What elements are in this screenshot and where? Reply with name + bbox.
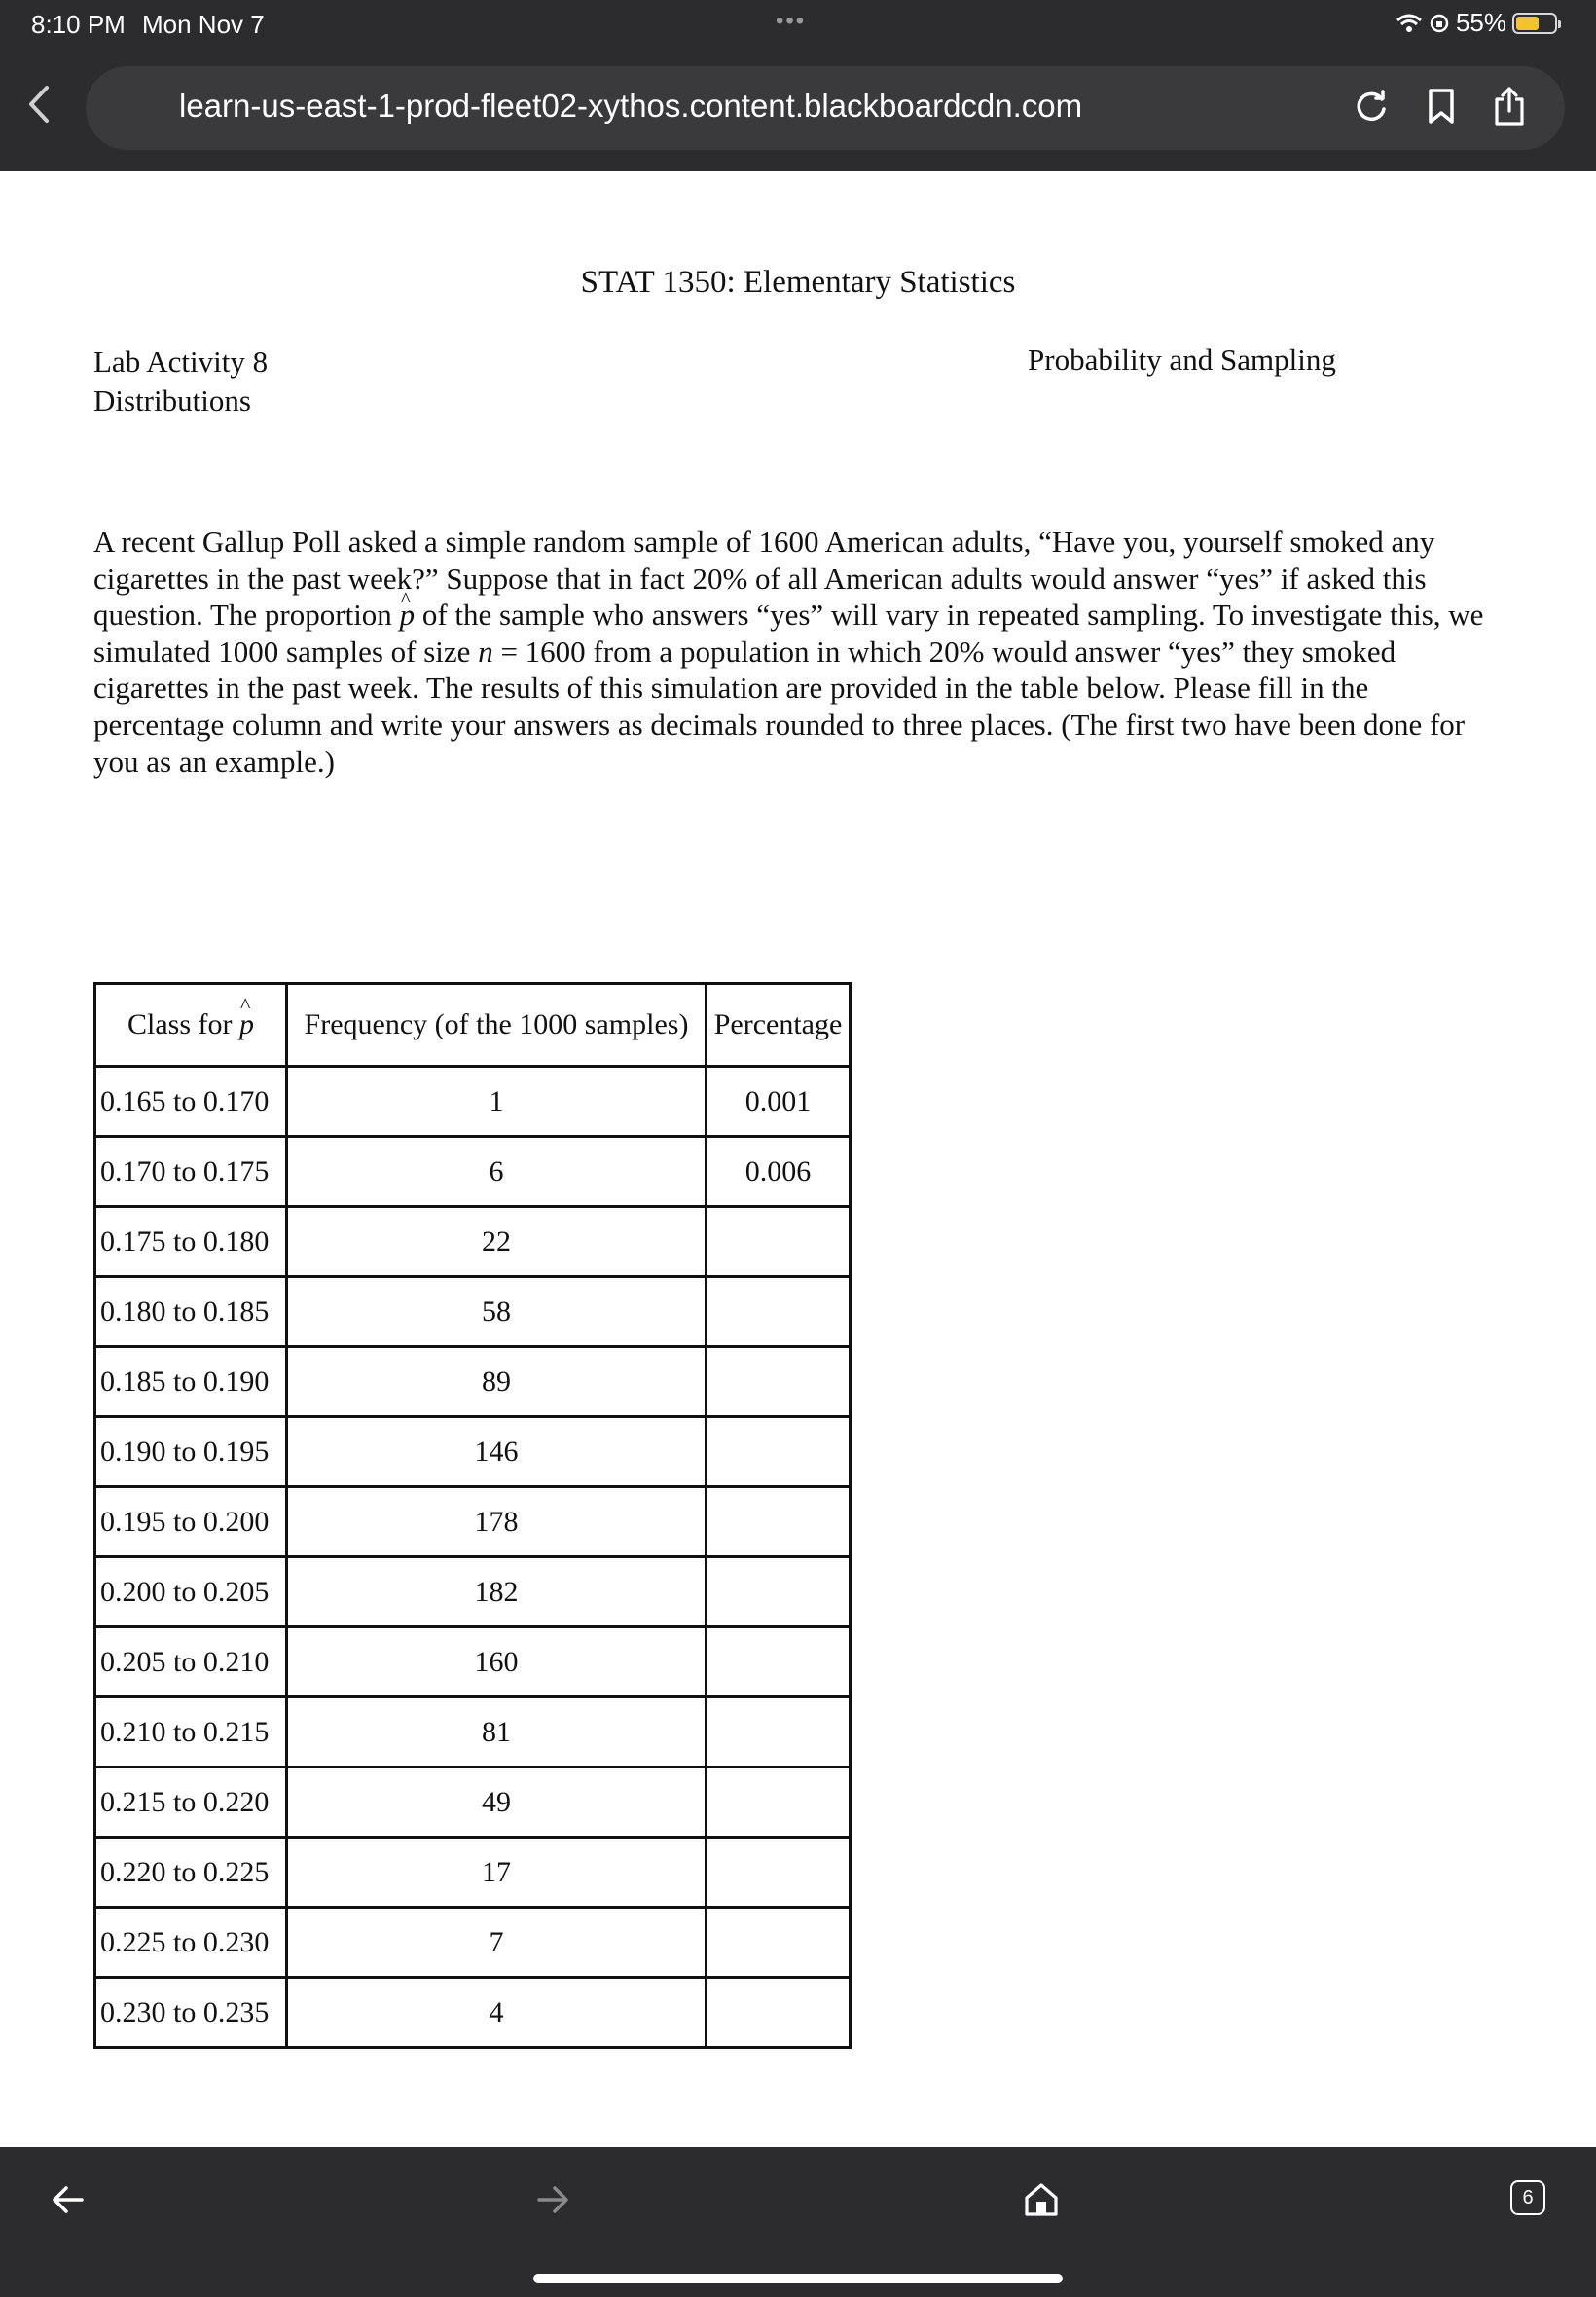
- pdf-document: [0, 171, 1596, 2147]
- reload-icon[interactable]: [1353, 88, 1390, 125]
- p-hat-symbol: ^ p: [400, 597, 416, 634]
- percentage-cell[interactable]: [707, 1978, 851, 2048]
- percentage-cell[interactable]: [707, 1627, 851, 1697]
- frequency-cell: 89: [287, 1347, 707, 1417]
- table-row: [95, 1207, 851, 1277]
- home-icon[interactable]: [1022, 2180, 1061, 2219]
- percentage-cell[interactable]: [707, 1347, 851, 1417]
- class-cell: 0.215 to 0.220: [95, 1768, 287, 1838]
- table-header-row: [95, 984, 851, 1067]
- class-cell: 0.200 to 0.205: [95, 1557, 287, 1627]
- lab-topic: Probability and Sampling: [1028, 343, 1336, 377]
- table-row: [95, 1627, 851, 1697]
- class-cell: 0.220 to 0.225: [95, 1838, 287, 1908]
- table-row: [95, 1067, 851, 1137]
- table-row: [95, 1137, 851, 1207]
- percentage-cell[interactable]: 0.006: [707, 1137, 851, 1207]
- table-row: [95, 1768, 851, 1838]
- frequency-cell: 81: [287, 1697, 707, 1768]
- status-time: 8:10 PM: [31, 10, 126, 39]
- table-row: [95, 1838, 851, 1908]
- paragraph-part-1: A recent Gallup Poll asked a simple random sample of 1600 American adults, “Have you, yourself smoked any cigarettes in the past week?” Suppose that in fact 20% of all American adults would answer “yes” if asked this question. The proportion: [93, 525, 1435, 633]
- address-bar-actions: [1353, 86, 1526, 127]
- class-cell: 0.185 to 0.190: [95, 1347, 287, 1417]
- table-row: [95, 1347, 851, 1417]
- frequency-cell: 4: [287, 1978, 707, 2048]
- percentage-cell[interactable]: [707, 1908, 851, 1978]
- percentage-cell[interactable]: [707, 1768, 851, 1838]
- percentage-cell[interactable]: [707, 1487, 851, 1557]
- browser-top-chrome: [0, 0, 1596, 171]
- lab-activity-label: Lab Activity 8: [93, 345, 269, 379]
- class-cell: 0.195 to 0.200: [95, 1487, 287, 1557]
- table-row: [95, 1908, 851, 1978]
- paragraph-part-2: of the sample who answers “yes” will vary in repeated sampling. To investigate this, we simulated 1000 samples of size: [93, 598, 1484, 669]
- frequency-cell: 58: [287, 1277, 707, 1347]
- orientation-lock-icon: [1429, 13, 1450, 34]
- class-cell: 0.165 to 0.170: [95, 1067, 287, 1137]
- frequency-cell: 7: [287, 1908, 707, 1978]
- frequency-cell: 49: [287, 1768, 707, 1838]
- home-indicator[interactable]: [533, 2274, 1063, 2283]
- class-cell: 0.230 to 0.235: [95, 1978, 287, 2048]
- frequency-cell: 160: [287, 1627, 707, 1697]
- class-cell: 0.190 to 0.195: [95, 1417, 287, 1487]
- percentage-cell[interactable]: [707, 1277, 851, 1347]
- table-row: [95, 1978, 851, 2048]
- class-cell: 0.170 to 0.175: [95, 1137, 287, 1207]
- header-frequency: Frequency (of the 1000 samples): [287, 984, 707, 1067]
- lab-header: [93, 343, 268, 420]
- course-title: STAT 1350: Elementary Statistics: [580, 265, 1016, 300]
- percentage-cell[interactable]: [707, 1207, 851, 1277]
- status-right: [1396, 8, 1557, 38]
- percentage-cell[interactable]: [707, 1697, 851, 1768]
- class-cell: 0.180 to 0.185: [95, 1277, 287, 1347]
- n-variable: n: [478, 634, 493, 669]
- percentage-cell[interactable]: [707, 1557, 851, 1627]
- percentage-cell[interactable]: [707, 1417, 851, 1487]
- header-percentage: Percentage: [707, 984, 851, 1067]
- bookmark-icon[interactable]: [1427, 88, 1456, 125]
- tabs-button[interactable]: 6: [1510, 2180, 1545, 2215]
- table-row: [95, 1487, 851, 1557]
- table-row: [95, 1697, 851, 1768]
- frequency-cell: 17: [287, 1838, 707, 1908]
- table-row: [95, 1557, 851, 1627]
- class-cell: 0.210 to 0.215: [95, 1697, 287, 1768]
- class-cell: 0.175 to 0.180: [95, 1207, 287, 1277]
- battery-icon: [1512, 13, 1557, 34]
- class-cell: 0.225 to 0.230: [95, 1908, 287, 1978]
- header-p-hat-symbol: ^ p: [239, 1008, 254, 1041]
- back-chevron-icon[interactable]: [23, 82, 53, 127]
- frequency-cell: 22: [287, 1207, 707, 1277]
- frequency-cell: 146: [287, 1417, 707, 1487]
- browser-bottom-toolbar: [0, 2147, 1596, 2297]
- lab-subtitle: Distributions: [93, 383, 251, 418]
- multitask-dots[interactable]: •••: [776, 8, 807, 34]
- address-bar[interactable]: [86, 66, 1565, 150]
- header-class: Class for ^ p: [95, 984, 287, 1067]
- percentage-cell[interactable]: [707, 1838, 851, 1908]
- frequency-cell: 178: [287, 1487, 707, 1557]
- frequency-cell: 182: [287, 1557, 707, 1627]
- simulation-table: [93, 982, 852, 2049]
- share-icon[interactable]: [1493, 86, 1526, 127]
- problem-paragraph: [93, 524, 1497, 780]
- status-bar: [0, 6, 1596, 45]
- paragraph-part-3: = 1600 from a population in which 20% would answer “yes” they smoked cigarettes in the past week. The results of this simulation are provided in the table below. Please fill in the percentage column and write your answers as decimals rounded to three places. (The first two have been done for you as an example.): [93, 634, 1466, 779]
- frequency-cell: 1: [287, 1067, 707, 1137]
- frequency-cell: 6: [287, 1137, 707, 1207]
- status-date: Mon Nov 7: [142, 10, 265, 39]
- wifi-icon: [1396, 13, 1423, 34]
- battery-percent: 55%: [1455, 8, 1506, 37]
- table-row: [95, 1417, 851, 1487]
- table-row: [95, 1277, 851, 1347]
- forward-arrow-icon[interactable]: [533, 2180, 572, 2219]
- back-arrow-icon[interactable]: [49, 2180, 88, 2219]
- percentage-cell[interactable]: 0.001: [707, 1067, 851, 1137]
- class-cell: 0.205 to 0.210: [95, 1627, 287, 1697]
- url-text[interactable]: learn-us-east-1-prod-fleet02-xythos.content.blackboardcdn.com: [179, 88, 1083, 124]
